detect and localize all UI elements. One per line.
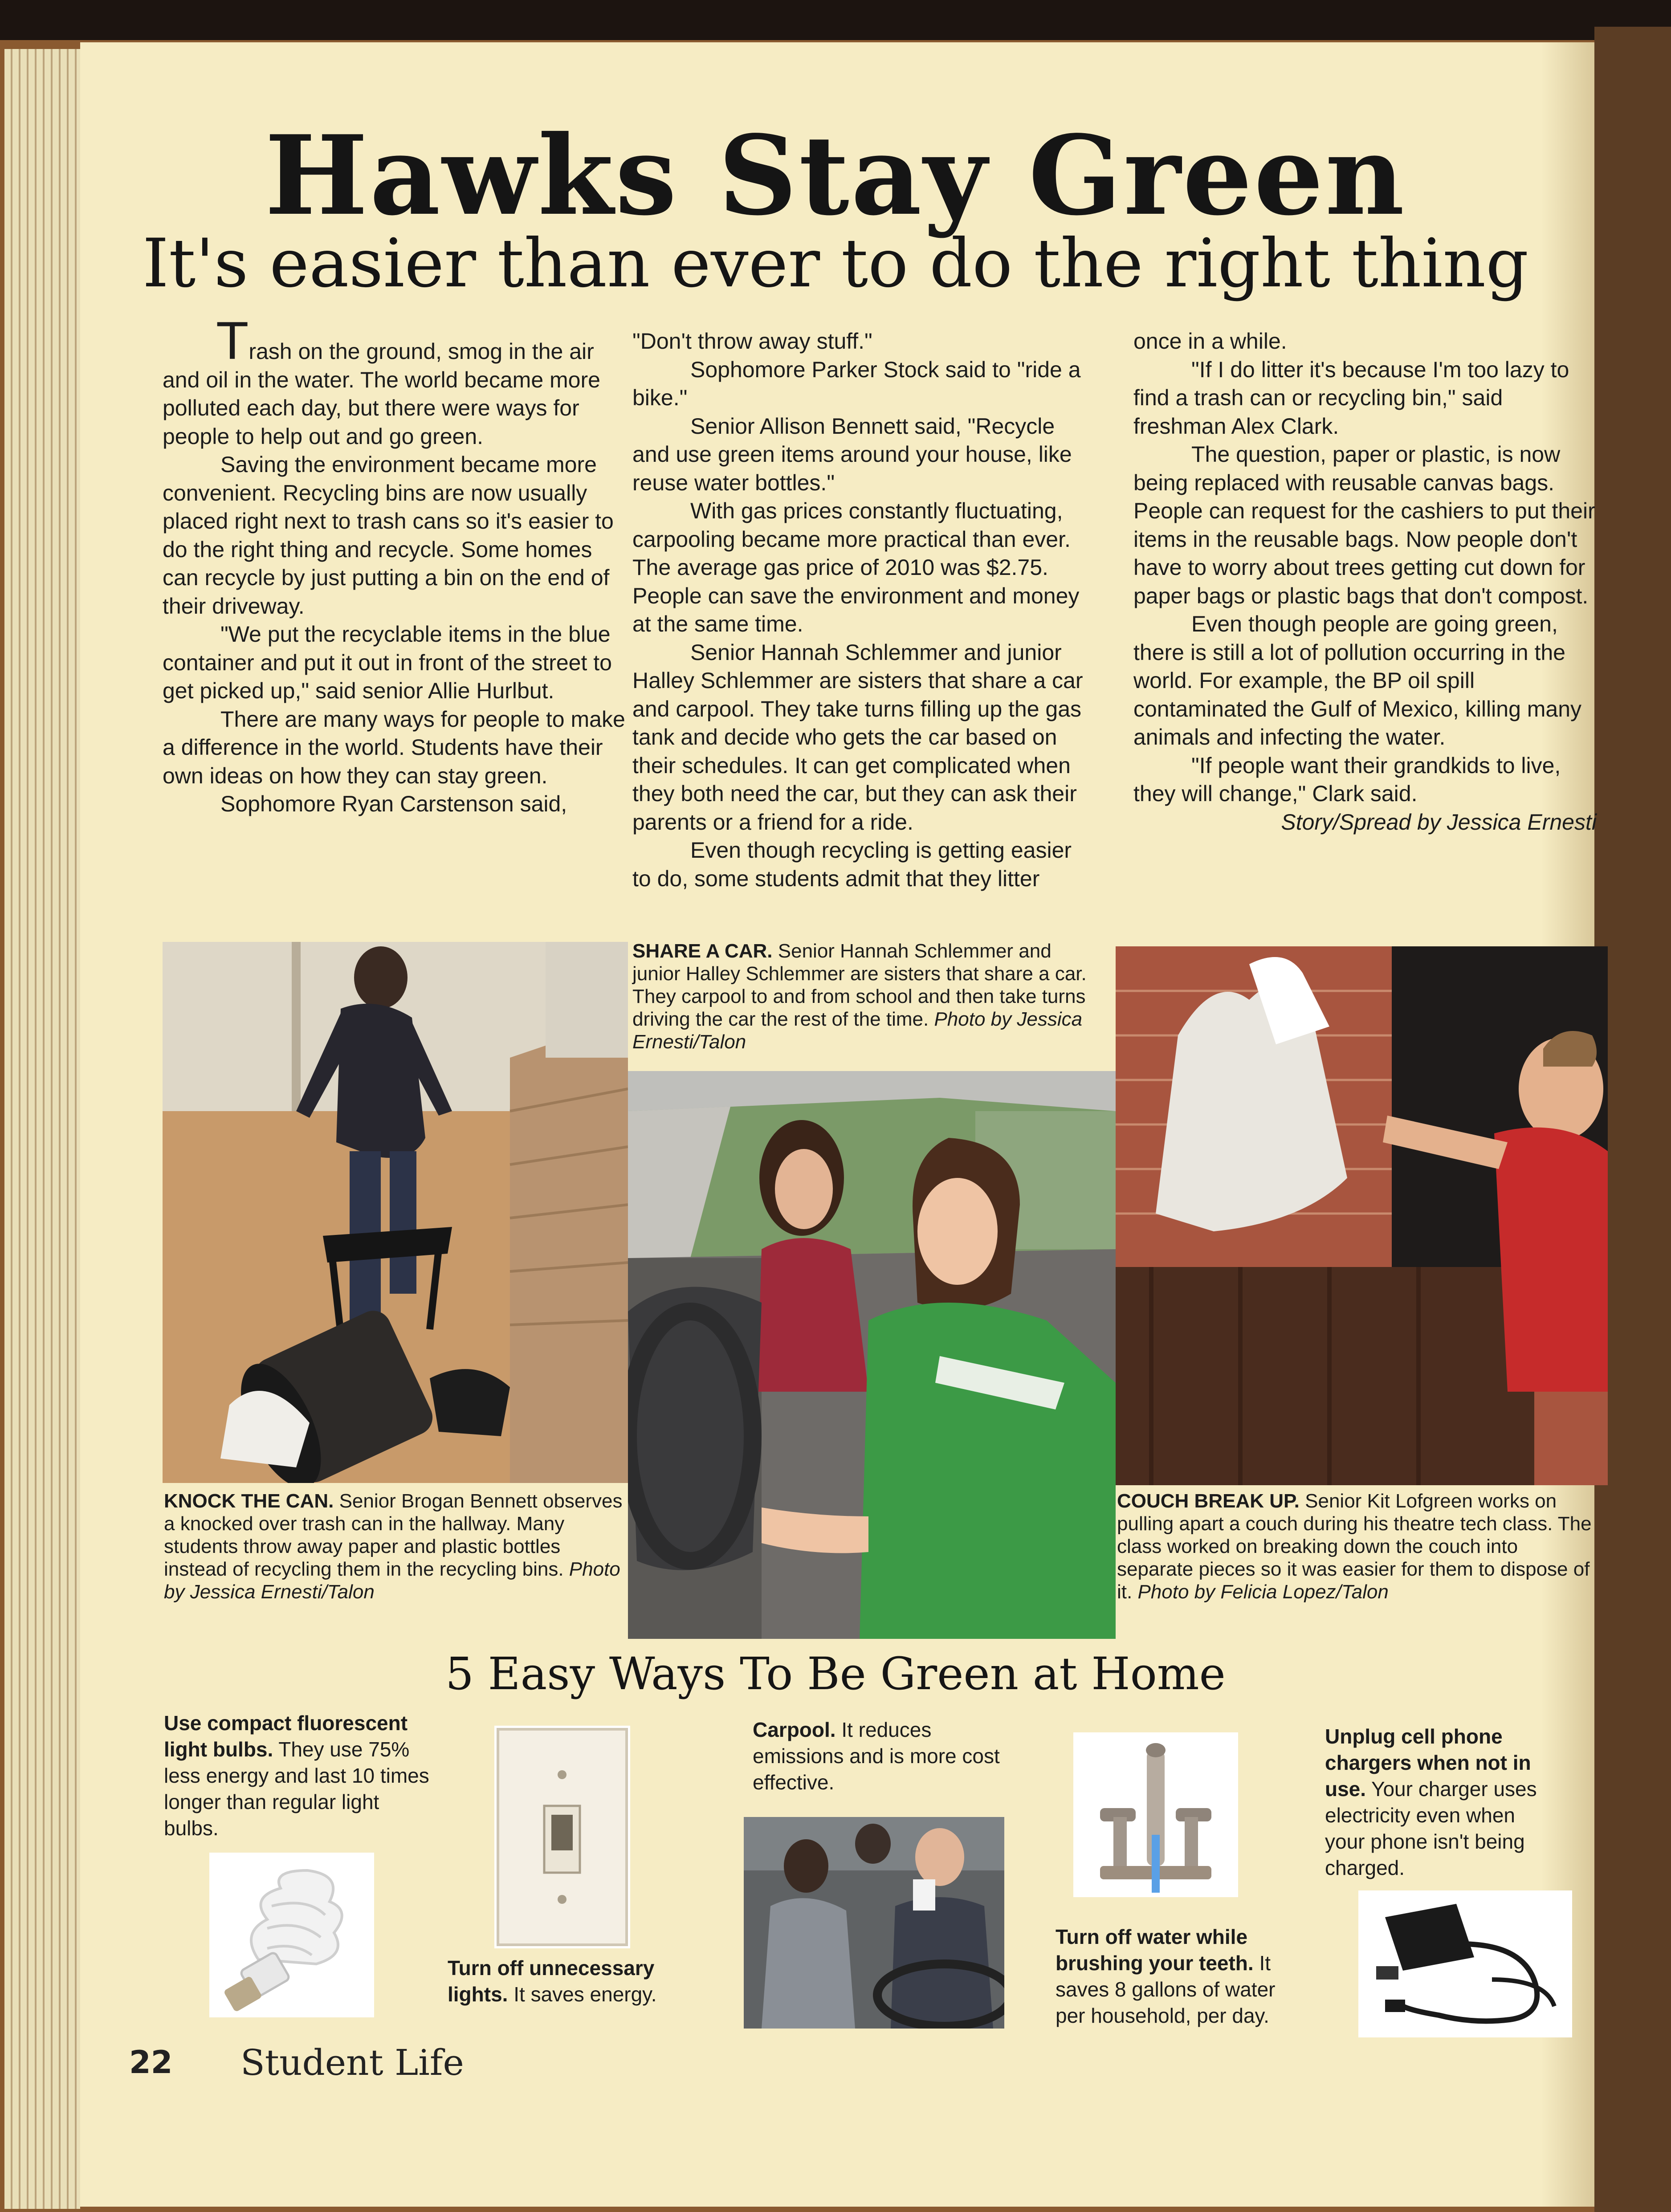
story-paragraph: "Don't throw away stuff." (632, 329, 872, 354)
story-paragraph: Senior Hannah Schlemmer and junior Halley Schlemmer are sisters that share a car and carpool. They take turns filling up the gas tank and decide who gets the car based on their schedules. It can get complicated when they both need the car, but they can ask their parents or a friend for a ride. (632, 640, 1083, 835)
photo-credit: Photo by Jessica Ernesti/Talon (164, 1558, 620, 1603)
story-paragraph: The question, paper or plastic, is now being replaced with reusable canvas bags. People can request for the cashiers to put their items in the reusable bags. Now people don't have to worry about trees getting cut down for paper bags or plastic bags that don't compost. (1133, 442, 1595, 608)
story-paragraph: "If people want their grandkids to live, they will change," Clark said. (1133, 753, 1561, 806)
caption-share-a-car (632, 940, 1104, 1053)
story-paragraph: Sophomore Ryan Carstenson said, (220, 791, 567, 816)
story-paragraph: Senior Allison Bennett said, "Recycle and use green items around your house, like reuse water bottles." (632, 413, 1072, 495)
caption-text: Senior Brogan Bennett observes a knocked over trash can in the hallway. Many students throw away paper and plastic bottles instead of recycling them in the recycling bins. (164, 1490, 623, 1580)
story-paragraph: "If I do litter it's because I'm too lazy to find a trash can or recycling bin," said freshman Alex Clark. (1133, 357, 1569, 439)
story-paragraph: Even though people are going green, there is still a lot of pollution occurring in the world. For example, the BP oil spill contaminated the Gulf of Mexico, killing many animals and infecting the water. (1133, 611, 1582, 750)
story-column-3 (1133, 327, 1597, 836)
byline: Story/Spread by Jessica Ernesti (1281, 809, 1597, 835)
story-paragraph: With gas prices constantly fluctuating, carpooling became more practical than ever. The average gas price of 2010 was $2.75. People can save the environment and money at the same time. (632, 498, 1080, 636)
tips-title: 5 Easy Ways To Be Green at Home (445, 1648, 1226, 1700)
tip-text: They use 75% less energy and last 10 times longer than regular light bulbs. (164, 1738, 429, 1840)
tip-text: It saves 8 gallons of water per household, per day. (1056, 1951, 1276, 2027)
page-number: 22 (129, 2044, 173, 2081)
tip-heading: Unplug cell phone chargers when not in use. (1325, 1725, 1531, 1801)
tip-heading: Turn off unnecessary lights. (448, 1956, 655, 2006)
tip-heading: Use compact fluorescent light bulbs. (164, 1711, 408, 1761)
tip-heading: Carpool. (753, 1718, 836, 1741)
tip-text: It saves energy. (514, 1983, 657, 2006)
photo-credit: Photo by Jessica Ernesti/Talon (632, 1008, 1083, 1053)
story-paragraph: There are many ways for people to make a difference in the world. Students have their own ideas on how they can stay green. (163, 706, 625, 788)
light-bulb-icon (209, 1853, 374, 2017)
tip-turn-off-lights (448, 1955, 670, 2008)
caption-heading: KNOCK THE CAN. (164, 1490, 334, 1512)
story-paragraph: Even though recycling is getting easier to do, some students admit that they litter (632, 838, 1072, 891)
section-name: Student Life (240, 2042, 464, 2083)
photo-knocked-trash-can (163, 942, 628, 1483)
carpool-photo (744, 1817, 1004, 2029)
story-paragraph: once in a while. (1133, 329, 1287, 354)
story-paragraph: Saving the environment became more convenient. Recycling bins are now usually placed right next to trash cans so it's easier to do the right thing and recycle. Some homes can recycle by just putting a bin on the end of their driveway. (163, 452, 614, 619)
tip-carpool (753, 1717, 1020, 1796)
drop-cap: T (216, 311, 249, 371)
story-paragraph: Trash on the ground, smog in the air and oil in the water. The world became more polluted each day, but there were ways for people to help out and go green. (163, 311, 600, 449)
story-column-1 (163, 311, 626, 819)
light-switch-icon (494, 1726, 630, 1948)
tip-heading: Turn off water while brushing your teeth. (1056, 1925, 1254, 1975)
tip-unplug-chargers (1325, 1723, 1557, 1881)
photo-credit: Photo by Felicia Lopez/Talon (1137, 1581, 1389, 1603)
caption-heading: SHARE A CAR. (632, 940, 773, 962)
caption-text: Senior Kit Lofgreen works on pulling apart a couch during his theatre tech class. The class worked on breaking down the couch into separate pieces so it was easier for them to dispose of it. (1117, 1490, 1592, 1603)
photo-sisters-in-car (628, 1071, 1116, 1639)
story-paragraph: Sophomore Parker Stock said to "ride a bike." (632, 357, 1081, 410)
tip-text: It reduces emissions and is more cost effective. (753, 1718, 1000, 1794)
faucet-icon (1073, 1732, 1238, 1897)
tip-turn-off-water (1056, 1924, 1309, 2029)
page-title: Hawks Stay Green (265, 111, 1406, 240)
page-subtitle: It's easier than ever to do the right thing (142, 225, 1529, 302)
tip-text: Your charger uses electricity even when your phone isn't being charged. (1325, 1777, 1537, 1879)
caption-text: Senior Hannah Schlemmer and junior Halley Schlemmer are sisters that share a car. They carpool to and from school and then take turns driving the car the rest of the time. (632, 940, 1087, 1030)
story-column-2 (632, 327, 1096, 893)
photo-couch-break-up (1116, 946, 1608, 1485)
tip-light-bulbs (164, 1710, 436, 1841)
caption-couch-break-up (1117, 1490, 1598, 1603)
story-paragraph: "We put the recyclable items in the blue container and put it out in front of the street to get picked up," said senior Allie Hurlbut. (163, 622, 612, 703)
caption-heading: COUCH BREAK UP. (1117, 1490, 1300, 1512)
phone-charger-icon (1358, 1890, 1572, 2037)
page-edges (4, 49, 80, 2209)
caption-knock-the-can (164, 1490, 627, 1603)
